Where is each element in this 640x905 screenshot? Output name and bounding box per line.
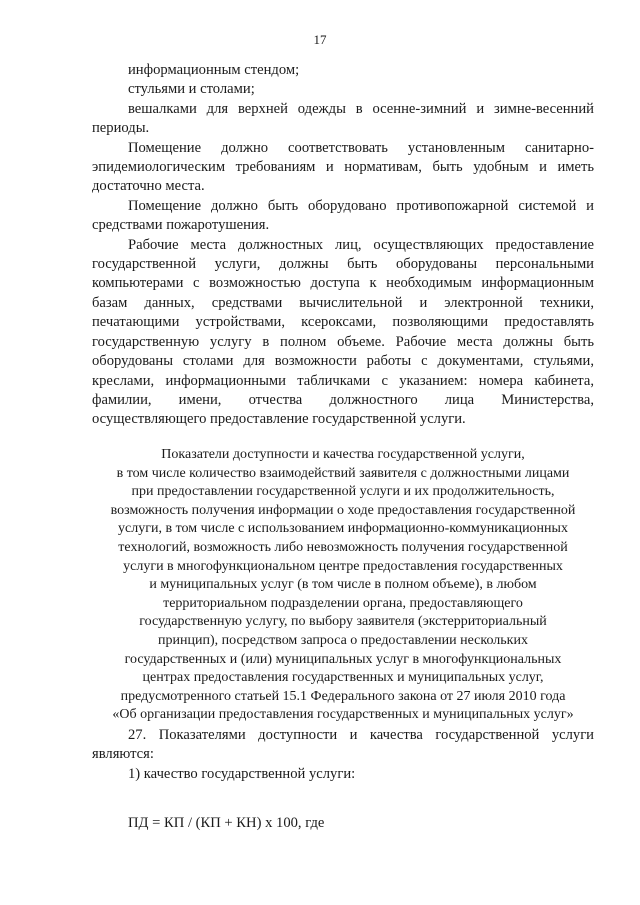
heading-line: центрах предоставления государственных и муниципальных услуг, bbox=[142, 670, 544, 686]
heading-line: возможность получения информации о ходе предоставления государственной bbox=[110, 502, 576, 518]
paragraph-workplaces: Рабочие места должностных лиц, осуществляющих предоставление государственной услуги, должны быть оборудованы персональными компьютерами с возможностью доступа к необходимым информационным базам данных, средствами вычислительной и электронной техники, печатающими устройствами, ксероксами, позволяющими предоставлять государственную услугу в полном объеме. Рабочие места должны быть оборудованы столами для возможности работы с документами, стульями, креслами, информационными табличками с указанием: номера кабинета, фамилии, имени, отчества должностного лица Министерства, осуществляющего предоставление государственной услуги. bbox=[92, 236, 594, 428]
formula: ПД = КП / (КП + КН) х 100, где bbox=[128, 815, 325, 832]
paragraph-premises-requirements: Помещение должно соответствовать установленным санитарно-эпидемиологическим требованиям и нормативам, быть удобным и иметь достаточно места. bbox=[92, 139, 594, 195]
item-1-quality: 1) качество государственной услуги: bbox=[128, 765, 356, 782]
heading-line: государственных и (или) муниципальных услуг в многофункциональных bbox=[124, 651, 562, 667]
heading-line: и муниципальных услуг (в том числе в полном объеме), в любом bbox=[149, 577, 537, 593]
heading-line: услуги, в том числе с использованием информационно-коммуникационных bbox=[118, 521, 568, 537]
heading-line: в том числе количество взаимодействий заявителя с должностными лицами bbox=[116, 465, 570, 481]
heading-line: «Об организации предоставления государственных и муниципальных услуг» bbox=[112, 707, 574, 723]
page-number: 17 bbox=[313, 32, 327, 47]
clause-27-section bbox=[92, 726, 594, 834]
list-item: вешалками для верхней одежды в осенне-зимний и зимне-весенний периоды. bbox=[92, 100, 594, 137]
heading-line: услуги в многофункциональном центре предоставления государственных bbox=[123, 558, 563, 574]
heading-line: принцип), посредством запроса о предоставлении нескольких bbox=[158, 632, 528, 648]
heading-line: технологий, возможность либо невозможность получения государственной bbox=[118, 539, 568, 555]
heading-line: территориальном подразделении органа, предоставляющего bbox=[163, 595, 523, 611]
list-item: информационным стендом; bbox=[128, 62, 300, 78]
heading-line: государственную услугу, по выбору заявителя (экстерриториальный bbox=[139, 614, 547, 630]
paragraph-fire-safety: Помещение должно быть оборудовано противопожарной системой и средствами пожаротушения. bbox=[92, 197, 594, 234]
heading-line: предусмотренного статьей 15.1 Федерального закона от 27 июля 2010 года bbox=[120, 688, 566, 704]
heading-line: Показатели доступности и качества государственной услуги, bbox=[161, 447, 525, 462]
heading-line: при предоставлении государственной услуги и их продолжительность, bbox=[131, 484, 555, 500]
section-heading bbox=[90, 446, 596, 725]
list-item: стульями и столами; bbox=[128, 81, 255, 98]
clause-27: 27. Показателями доступности и качества государственной услуги являются: bbox=[92, 727, 594, 763]
body-text bbox=[92, 61, 594, 430]
